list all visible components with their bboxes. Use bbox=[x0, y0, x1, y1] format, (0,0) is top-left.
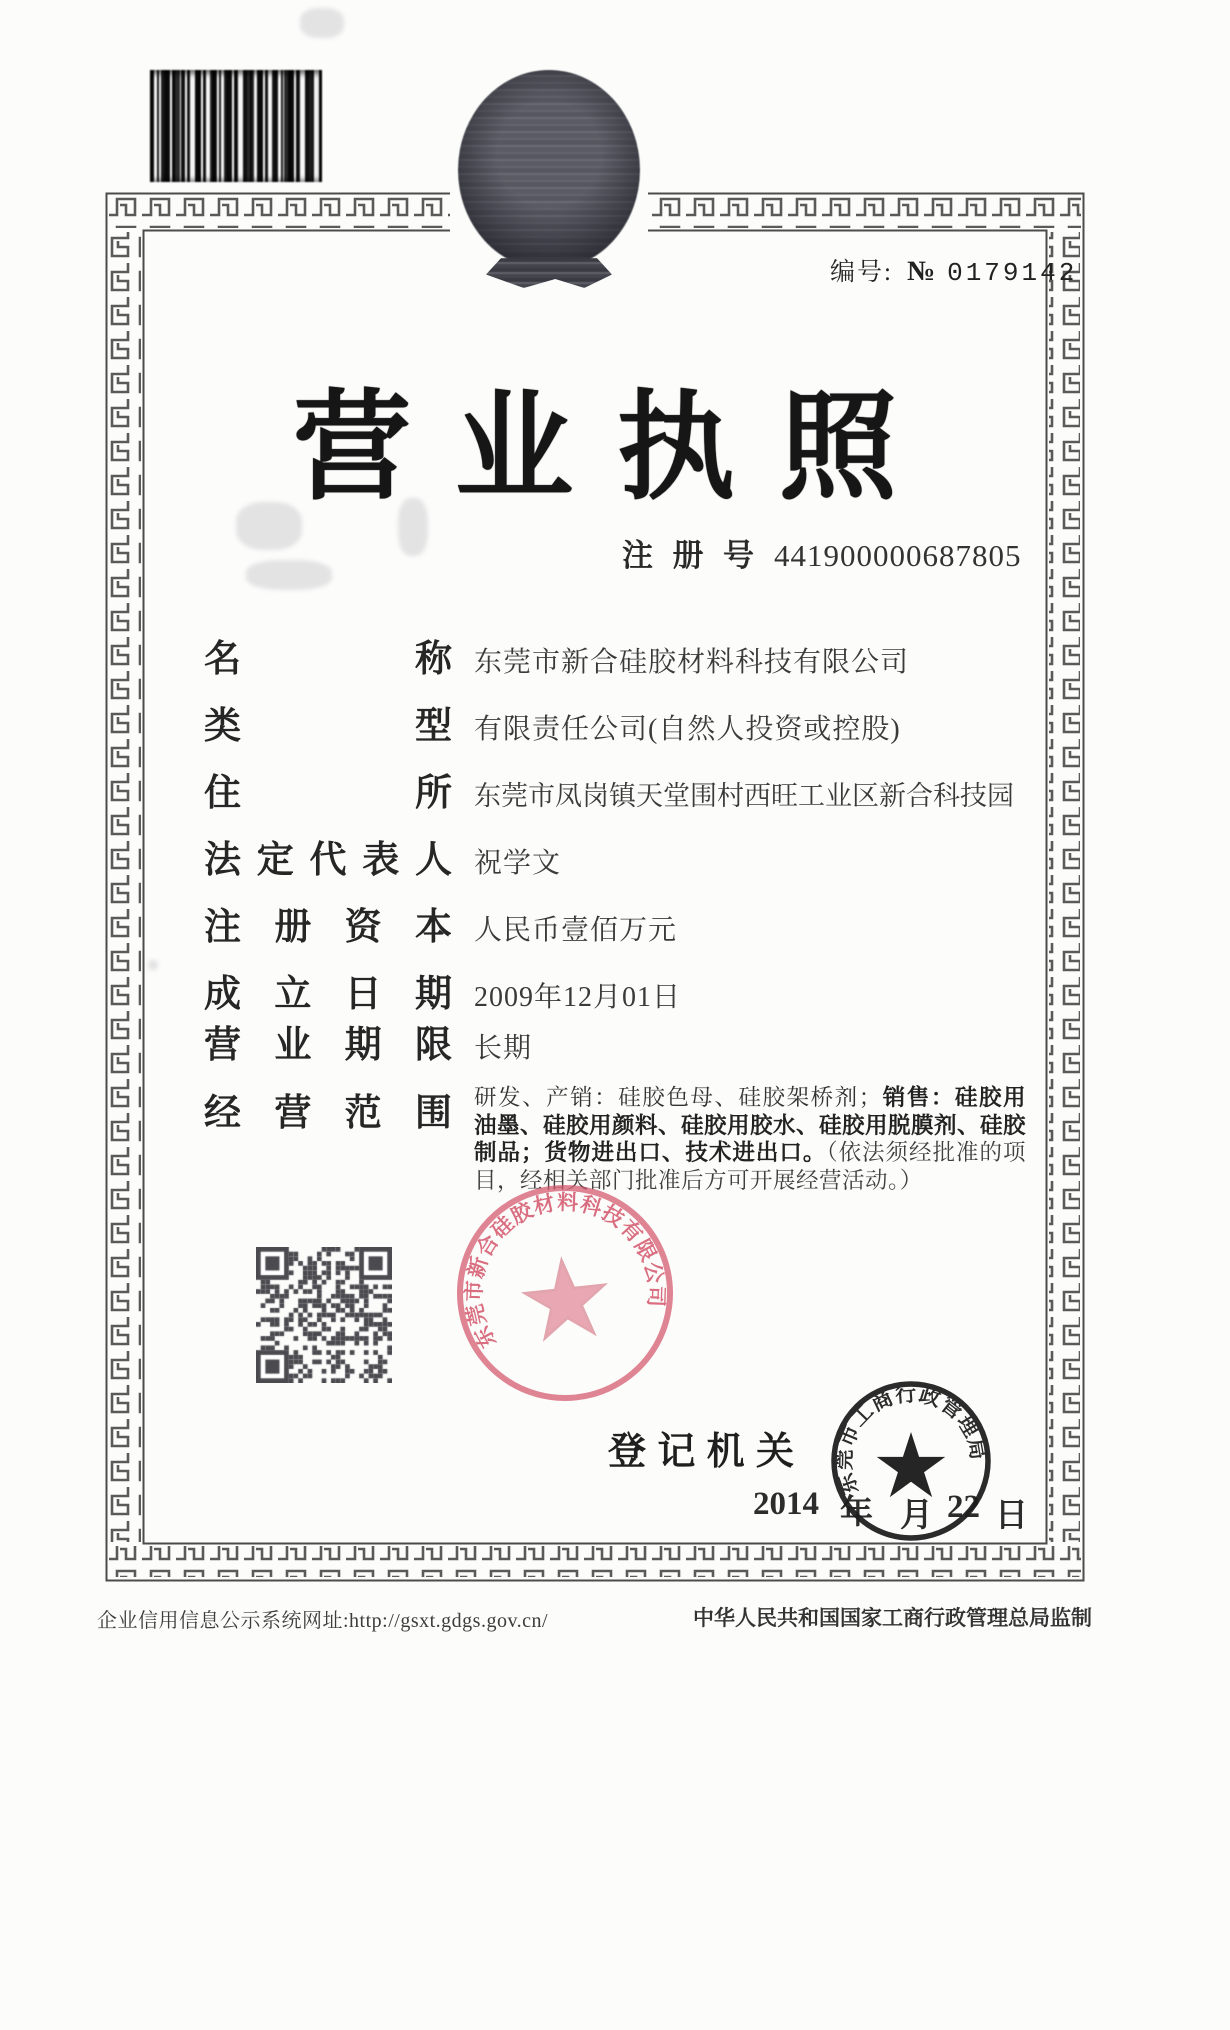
business-scope-text bbox=[474, 1084, 1026, 1194]
field-row-term bbox=[204, 1014, 1064, 1068]
reg-number-value: 441900000687805 bbox=[774, 538, 1022, 573]
field-label: 注 册 资 本 bbox=[204, 907, 452, 948]
company-seal-red bbox=[441, 1169, 689, 1417]
field-row-established bbox=[204, 963, 1064, 1017]
field-value: 人民币壹佰万元 bbox=[474, 915, 678, 946]
field-label: 营 业 期 限 bbox=[204, 1025, 452, 1066]
scan-smudge bbox=[300, 8, 344, 38]
numero-symbol: № bbox=[906, 256, 938, 287]
footer-credit-system-url: 企业信用信息公示系统网址:http://gsxt.gdgs.gov.cn/ bbox=[97, 1610, 549, 1632]
field-row-capital bbox=[204, 896, 1064, 950]
footer-issuing-authority: 中华人民共和国国家工商行政管理总局监制 bbox=[693, 1606, 1092, 1630]
field-value: 东莞市新合硅胶材料科技有限公司 bbox=[474, 647, 910, 678]
issue-month-unit: 月 bbox=[900, 1498, 933, 1534]
serial-label: 编号: bbox=[830, 259, 893, 286]
certificate-title: 营业执照 bbox=[292, 383, 941, 514]
serial-number-line bbox=[830, 252, 1077, 288]
scope-part-3: （依法须经批准的项目，经相关部门批准后方可开展经营活动。） bbox=[474, 1140, 1026, 1193]
reg-number-label: 注 册 号 bbox=[622, 538, 754, 573]
issue-year-unit: 年 bbox=[840, 1495, 873, 1531]
field-row-legal-rep bbox=[204, 829, 1064, 883]
field-label: 类 型 bbox=[204, 706, 452, 747]
registration-number-line bbox=[622, 530, 1022, 575]
scan-smudge bbox=[246, 560, 332, 590]
scope-part-2: 销售：硅胶用油墨、硅胶用颜料、硅胶用胶水、硅胶用脱膜剂、硅胶制品；货物进出口、技术进出口。 bbox=[474, 1085, 1027, 1165]
black-seal-text: 东莞市工商行政管理局 bbox=[831, 1381, 991, 1498]
registrar-seal-black bbox=[826, 1376, 996, 1546]
field-label: 住 所 bbox=[204, 773, 452, 814]
field-value: 东莞市凤岗镇天堂围村西旺工业区新合科技园 bbox=[474, 781, 1014, 811]
field-value: 祝学文 bbox=[474, 848, 562, 879]
field-label: 法 定 代 表 人 bbox=[204, 840, 452, 881]
field-row-type bbox=[204, 695, 1064, 749]
field-label: 名 称 bbox=[204, 639, 452, 680]
barcode bbox=[150, 70, 322, 182]
issue-day-unit: 日 bbox=[995, 1498, 1028, 1534]
serial-number: 0179142 bbox=[947, 258, 1078, 288]
field-label: 成 立 日 期 bbox=[204, 974, 452, 1015]
scope-part-1: 研发、产销：硅胶色母、硅胶架桥剂； bbox=[474, 1085, 882, 1110]
field-label: 经 营 范 围 bbox=[204, 1093, 452, 1134]
registrar-label: 登 记 机 关 bbox=[608, 1431, 794, 1473]
field-value: 2009年12月01日 bbox=[474, 982, 682, 1013]
field-value: 长期 bbox=[474, 1033, 533, 1064]
field-value: 有限责任公司(自然人投资或控股) bbox=[474, 714, 901, 745]
qr-code bbox=[256, 1247, 392, 1383]
field-row-address bbox=[204, 762, 1064, 816]
field-row-name bbox=[204, 628, 1064, 682]
issue-day: 22 bbox=[947, 1489, 980, 1525]
issue-year: 2014 bbox=[753, 1486, 819, 1522]
red-seal-text: 东莞市新合硅胶材料科技有限公司 bbox=[461, 1190, 669, 1352]
scan-smudge bbox=[148, 960, 158, 970]
national-emblem-icon bbox=[450, 60, 648, 300]
